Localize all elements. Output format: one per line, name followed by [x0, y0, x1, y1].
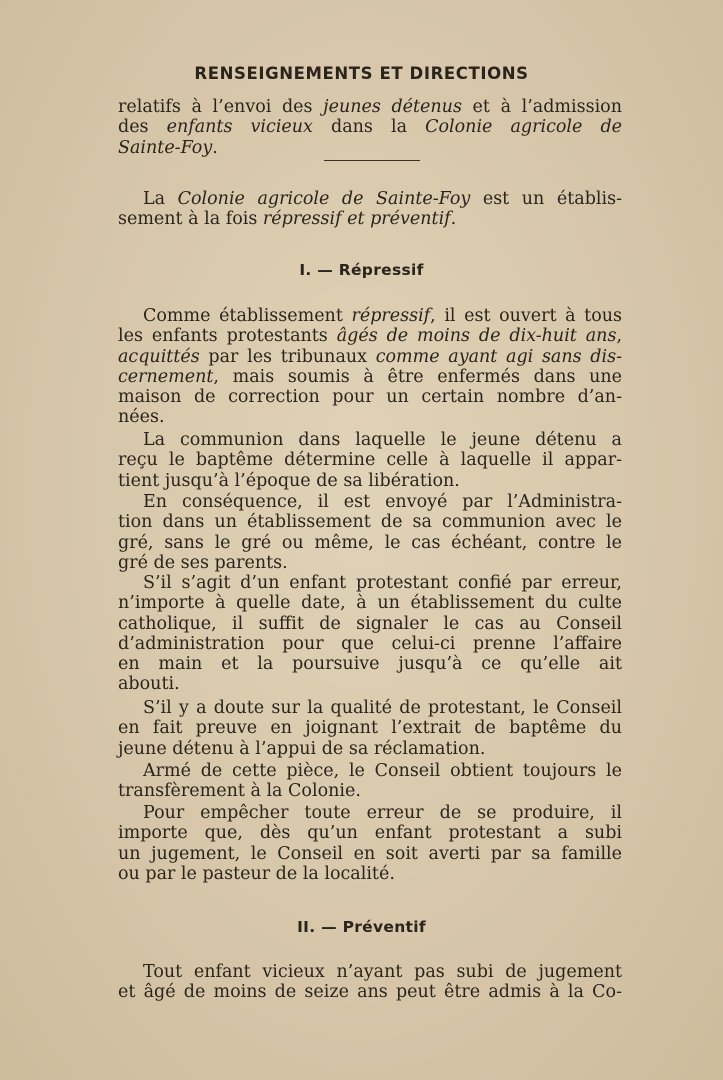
text-line: tion dans un établissement de sa communion avec le [118, 512, 622, 533]
paragraph-repressif-6 [118, 761, 622, 802]
text-line: Armé de cette pièce, le Conseil obtient toujours le [143, 761, 622, 781]
paragraph-repressif-7 [118, 803, 622, 884]
intro-paragraph [118, 97, 622, 158]
text-line: relatifs à l’envoi des jeunes détenus et à l’admission [118, 97, 622, 117]
separator-rule [324, 160, 420, 161]
text-line: cernement, mais soumis à être enfermés dans une [118, 366, 622, 387]
text-line: gré, sans le gré ou même, le cas échéant, contre le [118, 532, 622, 553]
text-line: en main et la poursuive jusqu’à ce qu’elle ait [118, 654, 622, 675]
paragraph-preventif-1 [118, 962, 622, 1003]
text-line: La communion dans laquelle le jeune détenu a [143, 430, 622, 450]
text-line: En conséquence, il est envoyé par l’Administra- [143, 492, 622, 512]
text-line: d’administration pour que celui-ci prenne l’affaire [118, 633, 622, 654]
text-line: La Colonie agricole de Sainte-Foy est un établis- [143, 189, 622, 209]
text-line: Pour empêcher toute erreur de se produire, il [143, 803, 622, 823]
paragraph-repressif-4 [118, 573, 622, 695]
text-line: Tout enfant vicieux n’ayant pas subi de jugement [143, 962, 622, 982]
text-line: sement à la fois répressif et préventif. [118, 209, 457, 230]
section-title-repressif: I. — Répressif [299, 261, 424, 279]
text-line: reçu le baptême détermine celle à laquelle il appar- [118, 450, 622, 471]
paragraph-repressif-5 [118, 698, 622, 759]
text-line: des enfants vicieux dans la Colonie agricole de [118, 117, 623, 138]
text-line: jeune détenu à l’appui de sa réclamation. [118, 738, 486, 759]
text-line: ou par le pasteur de la localité. [118, 863, 395, 884]
section-title-preventif: II. — Préventif [297, 918, 426, 936]
text-line: tient jusqu’à l’époque de sa libération. [118, 470, 460, 491]
paragraph-colony-definition [118, 189, 622, 230]
text-line: maison de correction pour un certain nombre d’an- [118, 387, 622, 408]
text-line: importe que, dès qu’un enfant protestant a subi [118, 823, 622, 844]
text-line: n’importe à quelle date, à un établissement du culte [118, 593, 622, 614]
text-line: S’il y a doute sur la qualité de protestant, le Conseil [143, 698, 622, 718]
text-line: Sainte-Foy. [118, 137, 218, 158]
text-line: gré de ses parents. [118, 552, 288, 573]
text-line: catholique, il suffit de signaler le cas au Conseil [118, 613, 622, 634]
text-line: un jugement, le Conseil en soit averti par sa famille [118, 843, 622, 864]
text-line: Comme établissement répressif, il est ouvert à tous [143, 306, 622, 326]
text-line: abouti. [118, 674, 180, 695]
running-header: RENSEIGNEMENTS ET DIRECTIONS [194, 64, 529, 83]
paragraph-repressif-3 [118, 492, 622, 573]
paragraph-repressif-2 [118, 430, 622, 491]
text-line: nées. [118, 407, 165, 428]
text-line: acquittés par les tribunaux comme ayant agi sans dis- [118, 346, 622, 367]
text-line: en fait preuve en joignant l’extrait de baptême du [118, 718, 622, 739]
text-line: S’il s’agit d’un enfant protestant confié par erreur, [143, 573, 622, 593]
paragraph-repressif-1 [118, 306, 622, 428]
text-line: transfèrement à la Colonie. [118, 781, 361, 802]
text-line: et âgé de moins de seize ans peut être admis à la Co- [118, 982, 622, 1003]
text-line: les enfants protestants âgés de moins de dix-huit ans, [118, 326, 623, 347]
